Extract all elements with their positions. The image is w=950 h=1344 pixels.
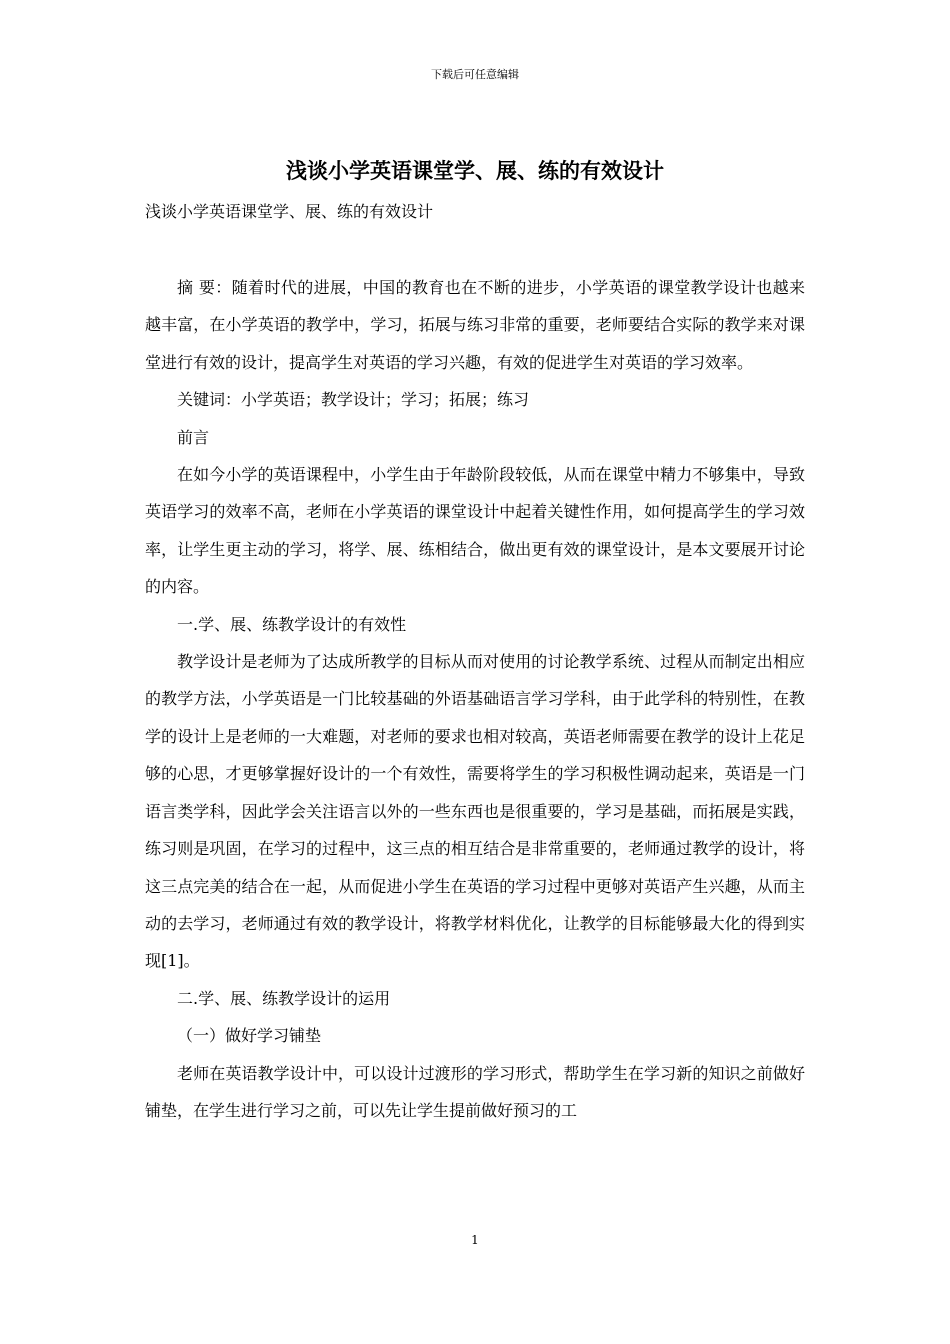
header-note: 下载后可任意编辑 — [431, 68, 519, 81]
page-number: 1 — [471, 1233, 479, 1247]
section-heading-preface: 前言 — [177, 427, 210, 447]
section-heading-2: 二.学、展、练教学设计的运用 — [177, 988, 391, 1008]
body-paragraph: 教学设计是老师为了达成所教学的目标从而对使用的讨论教学系统、过程从而制定出相应的教学方法，小学英语是一门比较基础的外语基础语言学习学科，由于此学科的特别性，在教学的设计上是老师的一大难题，对老师的要求也相对较高，英语老师需要在教学的设计上花足够的心思，才更够掌握好设计的一个有效性，需要将学生的学习积极性调动起来，英语是一门语言类学科，因此学会关注语言以外的一些东西也是很重要的，学习是基础，而拓展是实践，练习则是巩固，在学习的过程中，这三点的相互结合是非常重要的，老师通过教学的设计，将这三点完美的结合在一起，从而促进小学生在英语的学习过程中更够对英语产生兴趣，从而主动的去学习，老师通过有效的教学设计，将教学材料优化，让教学的目标能够最大化的得到实现[1]。 — [145, 652, 805, 971]
body-paragraph: 老师在英语教学设计中，可以设计过渡形的学习形式，帮助学生在学习新的知识之前做好铺垫，在学生进行学习之前，可以先让学生提前做好预习的工 — [145, 1063, 805, 1120]
document-subtitle: 浅谈小学英语课堂学、展、练的有效设计 — [145, 202, 434, 221]
document-title: 浅谈小学英语课堂学、展、练的有效设计 — [286, 158, 664, 183]
keywords-line: 关键词：小学英语；教学设计；学习；拓展；练习 — [177, 390, 530, 410]
body-paragraph: 在如今小学的英语课程中，小学生由于年龄阶段较低，从而在课堂中精力不够集中，导致英语学习的效率不高，老师在小学英语的课堂设计中起着关键性作用，如何提高学生的学习效率，让学生更主动的学习，将学、展、练相结合，做出更有效的课堂设计，是本文要展开讨论的内容。 — [145, 465, 805, 597]
section-heading-1: 一.学、展、练教学设计的有效性 — [177, 614, 407, 634]
abstract-paragraph: 摘 要：随着时代的进展，中国的教育也在不断的进步，小学英语的课堂教学设计也越来越丰富，在小学英语的教学中，学习，拓展与练习非常的重要，老师要结合实际的教学来对课堂进行有效的设计，提高学生对英语的学习兴趣，有效的促进学生对英语的学习效率。 — [145, 278, 805, 372]
subsection-heading-2-1: （一）做好学习铺垫 — [177, 1026, 322, 1046]
document-body — [145, 269, 805, 1129]
